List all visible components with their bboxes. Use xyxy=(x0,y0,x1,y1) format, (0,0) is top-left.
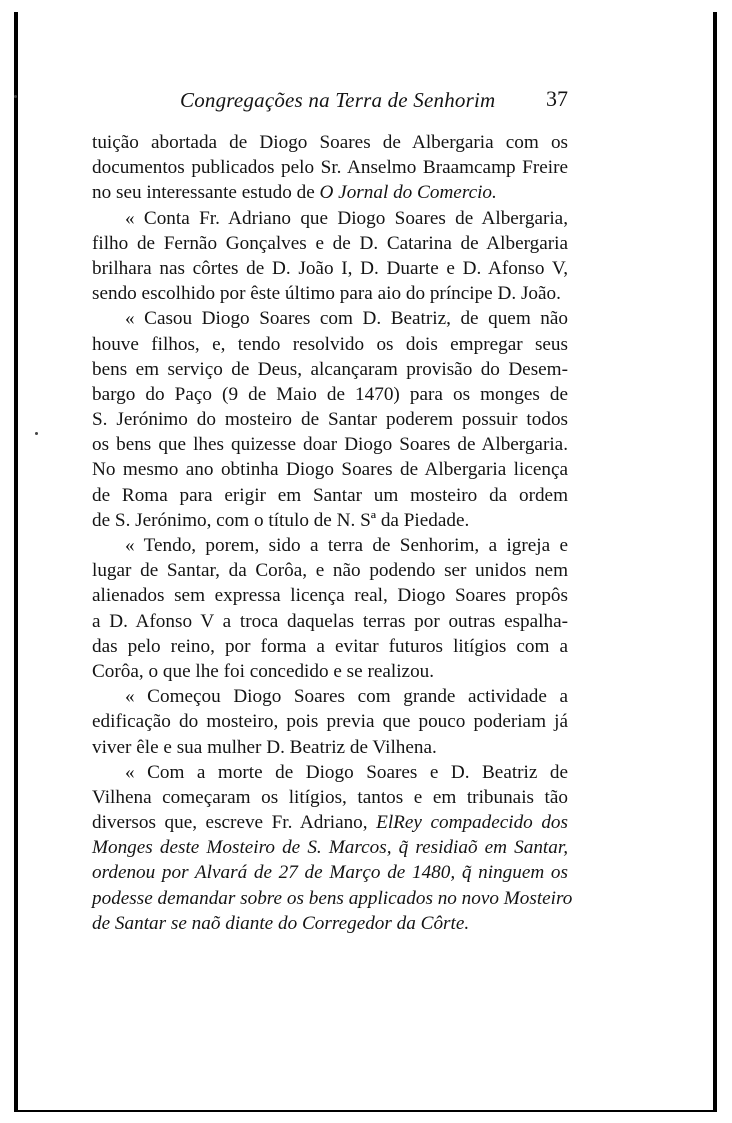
text-line xyxy=(92,256,568,281)
text-line xyxy=(92,709,568,734)
line-text: os bens que lhes quizesse doar Diogo Soares de Albergaria. xyxy=(92,434,568,456)
text-line xyxy=(92,785,568,810)
line-text: sendo escolhido por êste último para aio do príncipe D. João. xyxy=(92,283,561,305)
line-text: de S. Jerónimo, com o título de N. Sª da Piedade. xyxy=(92,509,470,531)
page-number: 37 xyxy=(546,86,568,111)
line-text: documentos publicados pelo Sr. Anselmo Braamcamp Freire xyxy=(92,157,568,179)
line-text: de Roma para erigir em Santar um mosteiro da ordem xyxy=(92,484,568,506)
line-text: lugar de Santar, da Corôa, e não podendo ser unidos nem xyxy=(92,560,568,582)
italic-text: de Santar se naõ diante do Corregedor da Côrte. xyxy=(92,912,470,934)
line-text: S. Jerónimo do mosteiro de Santar poderem possuir todos xyxy=(92,409,568,431)
body-text xyxy=(92,130,573,936)
text-line xyxy=(92,382,568,407)
text-line xyxy=(92,432,568,457)
line-text: viver êle e sua mulher D. Beatriz de Vilhena. xyxy=(92,736,437,758)
text-line xyxy=(92,533,568,558)
text-line xyxy=(92,911,568,936)
text-line xyxy=(92,180,568,205)
text-line xyxy=(92,835,568,860)
text-line xyxy=(92,457,568,482)
line-text: diversos que, escreve Fr. Adriano, xyxy=(92,812,377,834)
line-text: « Tendo, porem, sido a terra de Senhorim, a igreja e xyxy=(125,535,568,556)
paragraph xyxy=(92,533,568,684)
paragraph xyxy=(92,306,568,533)
text-line xyxy=(92,886,573,911)
text-line xyxy=(92,735,568,760)
text-line xyxy=(92,558,568,583)
text-line xyxy=(92,155,568,180)
text-line xyxy=(92,609,568,634)
line-text: das pelo reino, por forma a evitar futuros litígios com a xyxy=(92,635,568,657)
line-text: bens em serviço de Deus, alcançaram provisão do Desem- xyxy=(92,358,568,380)
text-line xyxy=(92,659,568,684)
line-text: « Conta Fr. Adriano que Diogo Soares de Albergaria, xyxy=(125,207,568,229)
line-text: No mesmo ano obtinha Diogo Soares de Albergaria licença xyxy=(92,459,568,481)
line-text: brilhara nas côrtes de D. João I, D. Duarte e D. Afonso V, xyxy=(92,257,568,279)
italic-text: podesse demandar sobre os bens applicados no novo Mosteiro xyxy=(92,887,573,909)
line-text: bargo do Paço (9 de Maio de 1470) para os monges de xyxy=(92,383,568,405)
line-text: no seu interessante estudo de xyxy=(92,182,320,204)
line-text: « Casou Diogo Soares com D. Beatriz, de quem não xyxy=(125,308,568,330)
paragraph xyxy=(92,206,568,307)
text-line xyxy=(92,281,568,306)
line-text: Corôa, o que lhe foi concedido e se realizou. xyxy=(92,660,435,682)
italic-text: ordenou por Alvará de 27 de Março de 1480, q̃ ninguem os xyxy=(92,862,568,884)
italic-text: Monges deste Mosteiro de S. Marcos, q̃ residiaõ em Santar, xyxy=(92,837,568,859)
text-line xyxy=(92,130,568,155)
running-title: Congregações na Terra de Senhorim xyxy=(180,88,496,112)
text-line xyxy=(92,357,568,382)
text-line xyxy=(92,407,568,432)
line-text: houve filhos, e, tendo resolvido os dois empregar seus xyxy=(92,333,568,355)
line-text: « Com a morte de Diogo Soares e D. Beatriz de xyxy=(125,761,568,783)
text-line xyxy=(92,483,568,508)
line-text: Vilhena começaram os litígios, tantos e em tribunais tão xyxy=(92,786,568,808)
text-line xyxy=(92,332,568,357)
ink-speck xyxy=(35,432,38,435)
text-line xyxy=(92,860,568,885)
text-line xyxy=(92,231,568,256)
paragraph xyxy=(92,684,568,760)
line-text: tuição abortada de Diogo Soares de Albergaria com os xyxy=(92,132,568,153)
text-line xyxy=(92,583,568,608)
paragraph xyxy=(92,130,568,206)
text-line xyxy=(92,306,568,331)
text-line xyxy=(92,508,568,533)
line-text: a D. Afonso V a troca daquelas terras por outras espalha- xyxy=(92,610,568,632)
text-line xyxy=(92,206,568,231)
line-text: edificação do mosteiro, pois previa que pouco poderiam já xyxy=(92,711,568,733)
text-line xyxy=(92,684,568,709)
line-text: alienados sem expressa licença real, Diogo Soares propôs xyxy=(92,585,568,607)
ink-speck xyxy=(14,95,17,98)
page-header xyxy=(92,84,568,114)
italic-text: O Jornal do Comercio. xyxy=(319,182,497,204)
line-text: « Começou Diogo Soares com grande actividade a xyxy=(125,686,568,708)
paragraph xyxy=(92,760,573,936)
text-line xyxy=(92,634,568,659)
text-line xyxy=(92,810,568,835)
line-text: filho de Fernão Gonçalves e de D. Catarina de Albergaria xyxy=(92,232,568,254)
italic-text: ElRey compadecido dos xyxy=(376,812,568,834)
text-line xyxy=(92,760,568,785)
